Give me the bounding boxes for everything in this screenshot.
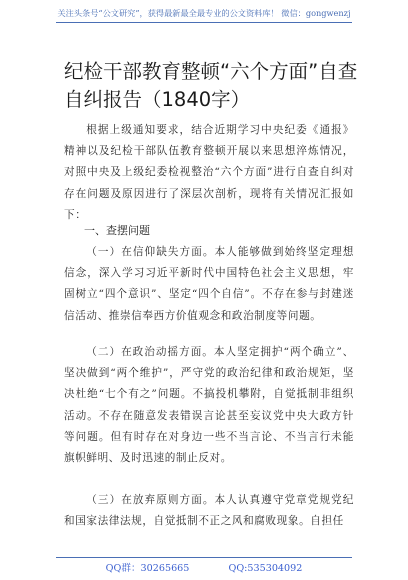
footer [0, 560, 408, 574]
document-title: 纪检干部教育整顿“六个方面”自查自纠报告（1840字） [64, 60, 358, 111]
intro-paragraph: 根据上级通知要求，结合近期学习中央纪委《通报》精神以及纪检干部队伍教育整顿开展以来思想淬炼情况，对照中央及上级纪委检视整治“六个方面”进行自查自纠对存在问题及原因进行了深层次剖析，现将有关情况汇报如下： [64, 124, 354, 221]
paragraph-belief: （一）在信仰缺失方面。本人能够做到始终坚定理想信念，深入学习习近平新时代中国特色社会主义思想，牢固树立“四个意识”、坚定“四个自信”。不存在参与封建迷信活动、推崇信奉西方价值观念和政治制度等问题。 [64, 246, 354, 322]
section-heading: 一、查摆问题 [84, 224, 150, 237]
footer-qq: QQ:535304092 [228, 563, 303, 574]
header-banner: 关注头条号“公文研究”，获得最新最全最专业的公文资料库！ 微信：gongwenzj [57, 8, 351, 18]
footer-divider [56, 557, 352, 558]
paragraph-principle: （三）在放弃原则方面。本人认真遵守党章党规党纪和国家法律法规，自觉抵制不正之风和腐败现象。自担任 [64, 494, 354, 528]
footer-qq-group: QQ群：30265665 [105, 563, 190, 574]
paragraph-politics: （二）在政治动摇方面。本人坚定拥护“两个确立”、坚决做到“两个维护”，严守党的政治纪律和政治规矩，坚决杜绝“七个有之”问题。不搞投机攀附，自觉抵制非组织活动。不存在随意发表错误言论甚至妄议党中央大政方针等问题。但有时存在对身边一些不当言论、不当言行未能旗帜鲜明、及时迅速的制止反对。 [64, 346, 354, 465]
header-divider [56, 22, 352, 23]
